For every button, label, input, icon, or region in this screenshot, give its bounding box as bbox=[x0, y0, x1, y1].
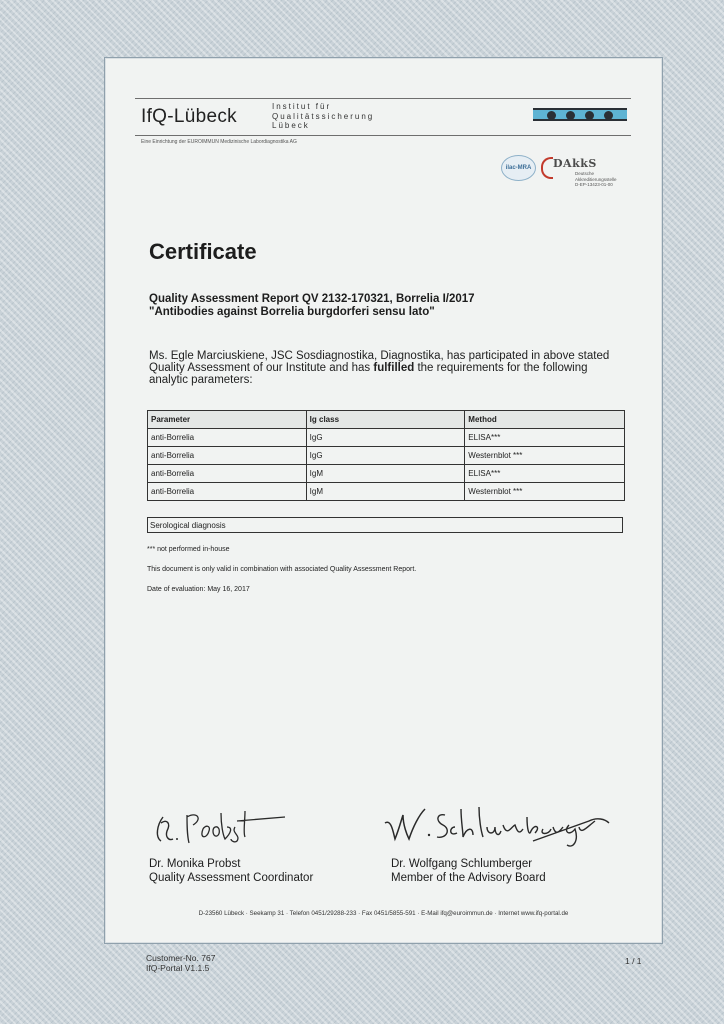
signature-schlumberger-image bbox=[383, 801, 613, 849]
header-bottom-rule bbox=[135, 135, 631, 136]
table-row bbox=[148, 429, 625, 447]
validity-note: This document is only valid in combination with associated Quality Assessment Report. bbox=[147, 566, 417, 573]
ig-class-cell: IgM bbox=[306, 465, 465, 483]
signer-right-name: Dr. Wolfgang Schlumberger bbox=[391, 858, 533, 870]
signer-left-name: Dr. Monika Probst bbox=[149, 858, 241, 870]
institute-line-2: Qualitätssicherung bbox=[272, 111, 375, 121]
table-header-row bbox=[148, 411, 625, 429]
report-line-1: Quality Assessment Report QV 2132-170321, Borrelia I/2017 bbox=[149, 293, 475, 305]
report-heading bbox=[149, 293, 475, 319]
ig-class-cell: IgG bbox=[306, 429, 465, 447]
institute-line-1: Institut für bbox=[272, 102, 332, 111]
logo-dot-3 bbox=[585, 111, 594, 120]
certificate-sheet bbox=[104, 57, 663, 944]
logo-dot-4 bbox=[604, 111, 613, 120]
method-cell: ELISA*** bbox=[465, 429, 625, 447]
ig-class-cell: IgG bbox=[306, 447, 465, 465]
statement-part-2: the requirements for the following analytic parameters: bbox=[149, 362, 588, 386]
participation-statement bbox=[149, 350, 627, 386]
parameter-cell: anti-Borrelia bbox=[148, 429, 307, 447]
signer-right-role: Member of the Advisory Board bbox=[391, 872, 546, 884]
dakks-logo bbox=[541, 155, 625, 191]
portal-version: IfQ-Portal V1.1.5 bbox=[146, 963, 210, 973]
certificate-title: Certificate bbox=[149, 239, 257, 264]
dakks-sub-line-3: D-EP-13423-01-00 bbox=[575, 182, 613, 187]
parameter-cell: anti-Borrelia bbox=[148, 483, 307, 501]
table-row bbox=[148, 447, 625, 465]
institute-line-3: Lübeck bbox=[272, 121, 310, 130]
signer-left-role: Quality Assessment Coordinator bbox=[149, 872, 314, 884]
method-cell: Westernblot *** bbox=[465, 447, 625, 465]
page-number: 1 / 1 bbox=[625, 956, 642, 966]
ifq-color-bar-logo bbox=[533, 108, 627, 121]
customer-info bbox=[146, 953, 215, 973]
method-cell: ELISA*** bbox=[465, 465, 625, 483]
institute-name bbox=[272, 102, 374, 131]
ifq-logo-text: IfQ-Lübeck bbox=[141, 106, 237, 127]
statement-fulfilled: fulfilled bbox=[373, 362, 415, 374]
signer-left bbox=[149, 857, 313, 885]
parameters-table bbox=[147, 410, 625, 501]
dakks-name: DAkkS bbox=[553, 157, 597, 170]
serological-diagnosis-box: Serological diagnosis bbox=[147, 517, 623, 533]
parameter-cell: anti-Borrelia bbox=[148, 465, 307, 483]
column-header-parameter: Parameter bbox=[148, 411, 307, 429]
statement-part-1: Ms. Egle Marciuskiene, JSC Sosdiagnostika, Diagnostika, has participated in above stated Quality Assessment of our Institute and has bbox=[149, 350, 610, 374]
not-inhouse-note: *** not performed in-house bbox=[147, 546, 230, 553]
report-line-2: "Antibodies against Borrelia burgdorferi sensu lato" bbox=[149, 306, 435, 318]
column-header-ig-class: Ig class bbox=[306, 411, 465, 429]
signer-right bbox=[391, 857, 546, 885]
evaluation-date: Date of evaluation: May 16, 2017 bbox=[147, 586, 250, 593]
table-row bbox=[148, 483, 625, 501]
table-row bbox=[148, 465, 625, 483]
logo-dot-1 bbox=[547, 111, 556, 120]
dakks-sub-line-2: Akkreditierungsstelle bbox=[575, 176, 617, 182]
ig-class-cell: IgM bbox=[306, 483, 465, 501]
footer-address: D-23560 Lübeck · Seekamp 31 · Telefon 0451/29288-233 · Fax 0451/5855-591 · E-Mail ifq@euroimmun.de · Internet www.ifq-portal.de bbox=[198, 910, 569, 917]
dakks-subtitle bbox=[575, 171, 617, 188]
ilac-mra-logo: ilac-MRA bbox=[501, 155, 536, 181]
customer-number: Customer-No. 767 bbox=[146, 953, 216, 963]
header-subline: Eine Einrichtung der EUROIMMUN Medizinische Labordiagnostika AG bbox=[141, 139, 297, 145]
logo-dot-2 bbox=[566, 111, 575, 120]
parameter-cell: anti-Borrelia bbox=[148, 447, 307, 465]
column-header-method: Method bbox=[465, 411, 625, 429]
dakks-arc-icon bbox=[541, 157, 553, 179]
signature-probst-image bbox=[151, 805, 291, 851]
header-top-rule bbox=[135, 98, 631, 99]
method-cell: Westernblot *** bbox=[465, 483, 625, 501]
dakks-sub-line-1: Deutsche bbox=[575, 171, 595, 176]
